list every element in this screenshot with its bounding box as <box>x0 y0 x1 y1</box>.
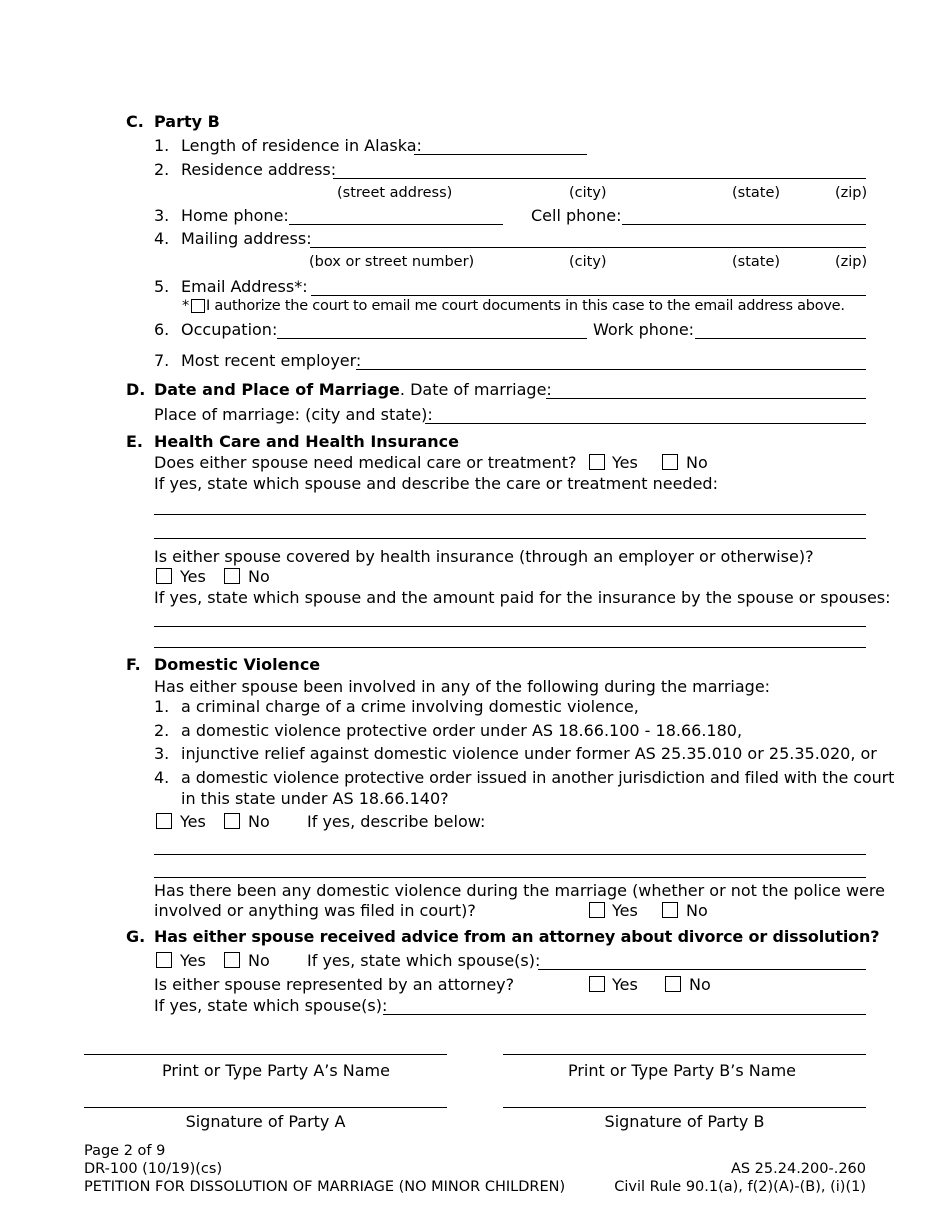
represented-no-checkbox[interactable] <box>665 976 681 992</box>
dv-item-text: injunctive relief against domestic violence under former AS 25.35.010 or 25.35.020, or <box>181 744 877 763</box>
represented-question: Is either spouse represented by an attorney? <box>154 975 515 994</box>
yes-label: Yes <box>180 812 206 831</box>
item-number: 6. <box>154 320 170 339</box>
email-authorize-checkbox[interactable] <box>191 299 205 313</box>
insurance-yes-checkbox[interactable] <box>156 568 172 584</box>
party-b-name-caption: Print or Type Party B’s Name <box>567 1061 796 1080</box>
item-number: 4. <box>154 768 170 787</box>
caption-state: (state) <box>732 185 781 201</box>
no-label: No <box>686 453 708 472</box>
item-number: 2. <box>154 160 170 179</box>
yes-label: Yes <box>180 951 206 970</box>
yes-label: Yes <box>612 975 638 994</box>
section-f-letter: F. <box>126 655 141 674</box>
dv-answer-line[interactable] <box>154 854 866 855</box>
medical-care-question: Does either spouse need medical care or treatment? <box>154 453 577 472</box>
home-phone-label: Home phone: <box>181 206 289 225</box>
dv-question2-no-checkbox[interactable] <box>662 902 678 918</box>
item-number: 3. <box>154 206 170 225</box>
item-number: 4. <box>154 229 170 248</box>
occupation-label: Occupation: <box>181 320 278 339</box>
party-b-name-line[interactable] <box>503 1054 866 1055</box>
dv-answer-line[interactable] <box>154 877 866 878</box>
no-label: No <box>689 975 711 994</box>
caption-city: (city) <box>569 185 607 201</box>
work-phone-field[interactable] <box>695 338 866 339</box>
form-id: DR-100 (10/19)(cs) <box>84 1161 223 1177</box>
dv-question2-line2: involved or anything was filed in court)? <box>154 901 476 920</box>
medical-care-followup: If yes, state which spouse and describe the care or treatment needed: <box>154 474 718 493</box>
which-spouse-label: If yes, state which spouse(s): <box>307 951 541 970</box>
marriage-place-field[interactable] <box>425 423 866 424</box>
civil-rule-reference: Civil Rule 90.1(a), f(2)(A)-(B), (i)(1) <box>614 1179 866 1195</box>
dv-item-text: a domestic violence protective order issued in another jurisdiction and filed with the court <box>181 768 895 787</box>
work-phone-label: Work phone: <box>593 320 695 339</box>
form-title: PETITION FOR DISSOLUTION OF MARRIAGE (NO MINOR CHILDREN) <box>84 1179 566 1195</box>
mailing-address-field[interactable] <box>310 247 866 248</box>
cell-phone-label: Cell phone: <box>531 206 622 225</box>
dv-describe-label: If yes, describe below: <box>307 812 486 831</box>
residence-length-field[interactable] <box>414 154 587 155</box>
no-label: No <box>248 951 270 970</box>
dv-no-checkbox[interactable] <box>224 813 240 829</box>
which-spouse2-field[interactable] <box>383 1014 866 1015</box>
dv-item-text: a domestic violence protective order under AS 18.66.100 - 18.66.180, <box>181 721 743 740</box>
insurance-no-checkbox[interactable] <box>224 568 240 584</box>
section-d-heading <box>154 380 552 400</box>
medical-care-no-checkbox[interactable] <box>662 454 678 470</box>
item-number: 1. <box>154 697 170 716</box>
mailing-address-label: Mailing address: <box>181 229 312 248</box>
dv-yes-checkbox[interactable] <box>156 813 172 829</box>
residence-address-field[interactable] <box>333 178 866 179</box>
item-number: 2. <box>154 721 170 740</box>
section-c-letter: C. <box>126 112 144 131</box>
dv-intro: Has either spouse been involved in any of the following during the marriage: <box>154 677 771 696</box>
section-d-title: Date and Place of Marriage <box>154 380 400 399</box>
caption-box: (box or street number) <box>309 254 475 270</box>
section-c-title: Party B <box>154 112 220 131</box>
dv-item-text-continued: in this state under AS 18.66.140? <box>181 789 449 808</box>
section-e-letter: E. <box>126 432 144 451</box>
caption-street: (street address) <box>337 185 453 201</box>
party-b-signature-line[interactable] <box>503 1107 866 1108</box>
page-number: Page 2 of 9 <box>84 1143 166 1159</box>
represented-yes-checkbox[interactable] <box>589 976 605 992</box>
marriage-date-label: . Date of marriage: <box>399 380 552 399</box>
party-b-signature-caption: Signature of Party B <box>604 1112 765 1131</box>
item-number: 7. <box>154 351 170 370</box>
marriage-date-field[interactable] <box>546 398 866 399</box>
medical-care-answer-line[interactable] <box>154 538 866 539</box>
section-g-letter: G. <box>126 927 146 946</box>
employer-field[interactable] <box>356 369 866 370</box>
yes-label: Yes <box>180 567 206 586</box>
party-a-name-caption: Print or Type Party A’s Name <box>162 1061 390 1080</box>
yes-label: Yes <box>612 901 638 920</box>
party-a-signature-line[interactable] <box>84 1107 447 1108</box>
insurance-answer-line[interactable] <box>154 647 866 648</box>
item-number: 3. <box>154 744 170 763</box>
employer-label: Most recent employer: <box>181 351 362 370</box>
email-label: Email Address*: <box>181 277 308 296</box>
cell-phone-field[interactable] <box>622 224 866 225</box>
residence-address-label: Residence address: <box>181 160 337 179</box>
insurance-followup: If yes, state which spouse and the amount paid for the insurance by the spouse or spouses: <box>154 588 891 607</box>
authorize-star: * <box>182 298 190 314</box>
dv-item-text: a criminal charge of a crime involving domestic violence, <box>181 697 639 716</box>
caption-zip: (zip) <box>835 254 868 270</box>
attorney-advice-yes-checkbox[interactable] <box>156 952 172 968</box>
home-phone-field[interactable] <box>289 224 503 225</box>
section-g-title: Has either spouse received advice from an attorney about divorce or dissolution? <box>154 927 880 946</box>
no-label: No <box>248 812 270 831</box>
insurance-question: Is either spouse covered by health insurance (through an employer or otherwise)? <box>154 547 814 566</box>
party-a-name-line[interactable] <box>84 1054 447 1055</box>
statute-reference: AS 25.24.200-.260 <box>730 1161 866 1177</box>
section-e-title: Health Care and Health Insurance <box>154 432 459 451</box>
dv-question2-yes-checkbox[interactable] <box>589 902 605 918</box>
which-spouse2-label: If yes, state which spouse(s): <box>154 996 388 1015</box>
yes-label: Yes <box>612 453 638 472</box>
email-authorize-text: I authorize the court to email me court documents in this case to the email address above. <box>206 298 845 314</box>
dv-question2-line1: Has there been any domestic violence during the marriage (whether or not the police were <box>154 881 885 900</box>
email-field[interactable] <box>311 295 866 296</box>
residence-length-label: Length of residence in Alaska: <box>181 136 422 155</box>
caption-zip: (zip) <box>835 185 868 201</box>
occupation-field[interactable] <box>277 338 587 339</box>
which-spouse-field[interactable] <box>538 969 866 970</box>
medical-care-answer-line[interactable] <box>154 514 866 515</box>
caption-city: (city) <box>569 254 607 270</box>
caption-state: (state) <box>732 254 781 270</box>
section-d-letter: D. <box>126 380 146 399</box>
attorney-advice-no-checkbox[interactable] <box>224 952 240 968</box>
insurance-answer-line[interactable] <box>154 626 866 627</box>
party-a-signature-caption: Signature of Party A <box>185 1112 346 1131</box>
section-f-title: Domestic Violence <box>154 655 321 674</box>
medical-care-yes-checkbox[interactable] <box>589 454 605 470</box>
item-number: 1. <box>154 136 170 155</box>
no-label: No <box>686 901 708 920</box>
item-number: 5. <box>154 277 170 296</box>
marriage-place-label: Place of marriage: (city and state): <box>154 405 433 424</box>
no-label: No <box>248 567 270 586</box>
